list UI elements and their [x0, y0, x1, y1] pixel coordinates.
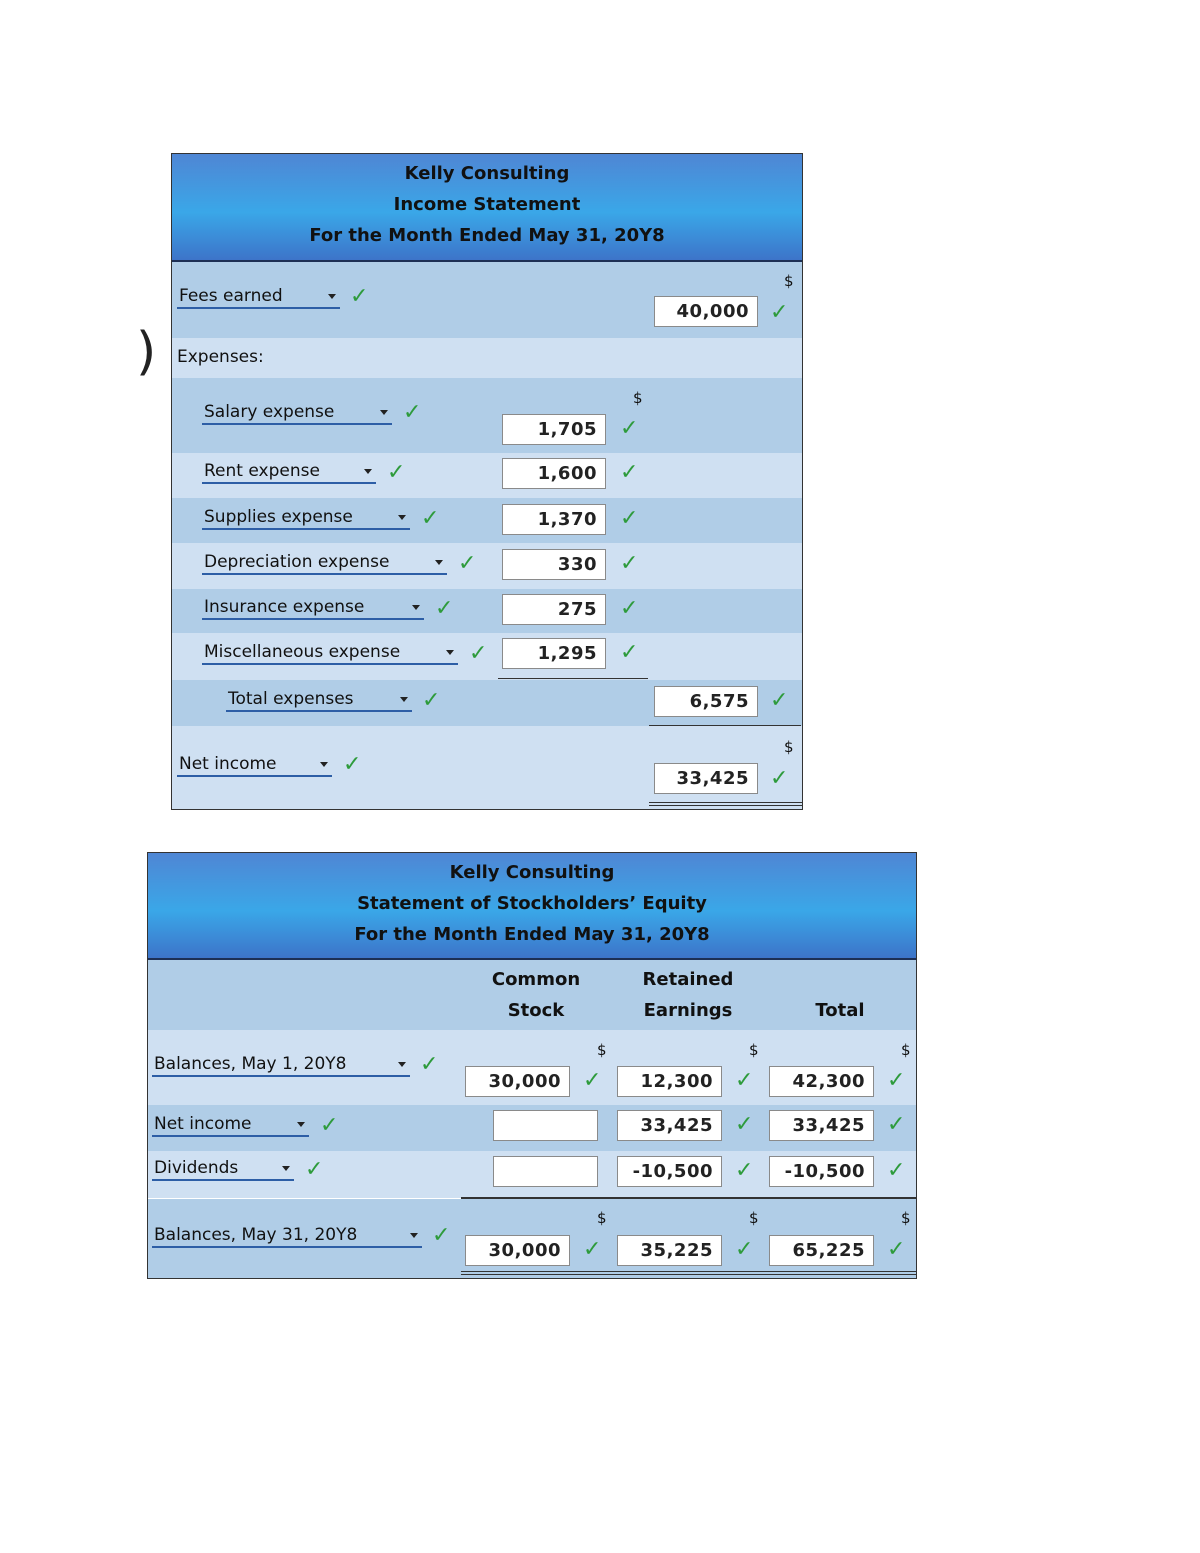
expense-row — [172, 498, 802, 543]
chevron-down-icon — [446, 650, 454, 655]
check-icon: ✓ — [432, 1223, 451, 1248]
expense-row — [172, 589, 802, 633]
check-icon: ✓ — [735, 1237, 754, 1262]
chevron-down-icon — [364, 469, 372, 474]
column-headings-row — [148, 960, 916, 1030]
expense-dropdown[interactable]: Rent expense — [202, 460, 376, 484]
equity-statement-header — [148, 853, 916, 961]
total-expenses-row — [172, 680, 802, 726]
check-icon: ✓ — [583, 1068, 602, 1093]
chevron-down-icon — [412, 605, 420, 610]
check-icon: ✓ — [620, 640, 639, 665]
net-income-input[interactable]: 33,425 — [654, 763, 758, 794]
balances-start-row — [148, 1030, 916, 1105]
total-input[interactable]: -10,500 — [769, 1156, 874, 1187]
check-icon: ✓ — [422, 688, 441, 713]
company-name: Kelly Consulting — [449, 862, 615, 883]
total-input[interactable]: 33,425 — [769, 1110, 874, 1141]
retained-earnings-input[interactable]: 35,225 — [617, 1235, 722, 1266]
retained-earnings-heading: Retained Earnings — [642, 969, 734, 1021]
check-icon: ✓ — [620, 506, 639, 531]
check-icon: ✓ — [735, 1068, 754, 1093]
expenses-heading-row — [172, 338, 802, 378]
total-expenses-dropdown[interactable]: Total expenses — [226, 688, 412, 712]
check-icon: ✓ — [770, 300, 789, 325]
subtotal-rule — [498, 678, 648, 679]
check-icon: ✓ — [458, 551, 477, 576]
check-icon: ✓ — [620, 460, 639, 485]
double-rule — [461, 1271, 916, 1275]
dollar-sign: $ — [749, 1209, 759, 1227]
chevron-down-icon — [435, 560, 443, 565]
statement-period: For the Month Ended May 31, 20Y8 — [309, 225, 665, 246]
expense-amount-input[interactable]: 1,295 — [502, 638, 606, 669]
check-icon: ✓ — [620, 416, 639, 441]
statement-title: Statement of Stockholders’ Equity — [357, 893, 707, 914]
dollar-sign: $ — [784, 738, 794, 756]
common-stock-heading: Common Stock — [491, 969, 581, 1021]
expense-amount-input[interactable]: 330 — [502, 549, 606, 580]
net-income-row — [148, 1105, 916, 1151]
fees-earned-dropdown[interactable]: Fees earned — [177, 285, 340, 309]
check-icon: ✓ — [887, 1112, 906, 1137]
check-icon: ✓ — [403, 400, 422, 425]
common-stock-input[interactable] — [493, 1156, 598, 1187]
chevron-down-icon — [282, 1166, 290, 1171]
expense-dropdown[interactable]: Salary expense — [202, 401, 392, 425]
fees-earned-input[interactable]: 40,000 — [654, 296, 758, 327]
expense-amount-input[interactable]: 1,705 — [502, 414, 606, 445]
net-income-dropdown[interactable]: Net income — [152, 1113, 309, 1137]
chevron-down-icon — [320, 762, 328, 767]
double-rule — [649, 802, 802, 806]
income-statement-panel — [171, 153, 803, 810]
check-icon: ✓ — [887, 1158, 906, 1183]
expense-row — [172, 633, 802, 680]
balances-end-dropdown[interactable]: Balances, May 31, 20Y8 — [152, 1224, 422, 1248]
net-income-row — [172, 726, 802, 809]
expense-dropdown[interactable]: Insurance expense — [202, 596, 424, 620]
dollar-sign: $ — [597, 1209, 607, 1227]
common-stock-input[interactable] — [493, 1110, 598, 1141]
common-stock-input[interactable]: 30,000 — [465, 1235, 570, 1266]
statement-period: For the Month Ended May 31, 20Y8 — [354, 924, 710, 945]
retained-earnings-input[interactable]: -10,500 — [617, 1156, 722, 1187]
check-icon: ✓ — [421, 506, 440, 531]
check-icon: ✓ — [887, 1068, 906, 1093]
check-icon: ✓ — [435, 596, 454, 621]
expense-row — [172, 378, 802, 453]
retained-earnings-input[interactable]: 33,425 — [617, 1110, 722, 1141]
check-icon: ✓ — [770, 688, 789, 713]
expense-amount-input[interactable]: 1,600 — [502, 458, 606, 489]
dollar-sign: $ — [901, 1041, 911, 1059]
balances-start-dropdown[interactable]: Balances, May 1, 20Y8 — [152, 1053, 410, 1077]
check-icon: ✓ — [887, 1237, 906, 1262]
dividends-row — [148, 1151, 916, 1198]
expense-amount-input[interactable]: 275 — [502, 594, 606, 625]
check-icon: ✓ — [350, 284, 369, 309]
check-icon: ✓ — [735, 1158, 754, 1183]
check-icon: ✓ — [387, 460, 406, 485]
partial-parenthesis: ) — [136, 322, 157, 382]
chevron-down-icon — [380, 410, 388, 415]
dollar-sign: $ — [597, 1041, 607, 1059]
dollar-sign: $ — [749, 1041, 759, 1059]
statement-title: Income Statement — [393, 194, 581, 215]
check-icon: ✓ — [735, 1112, 754, 1137]
dollar-sign: $ — [901, 1209, 911, 1227]
common-stock-input[interactable]: 30,000 — [465, 1066, 570, 1097]
chevron-down-icon — [398, 515, 406, 520]
chevron-down-icon — [400, 697, 408, 702]
fees-earned-row — [172, 262, 802, 338]
check-icon: ✓ — [343, 752, 362, 777]
expense-amount-input[interactable]: 1,370 — [502, 504, 606, 535]
check-icon: ✓ — [583, 1237, 602, 1262]
total-input[interactable]: 42,300 — [769, 1066, 874, 1097]
expense-dropdown[interactable]: Supplies expense — [202, 506, 410, 530]
expenses-label: Expenses: — [177, 347, 264, 367]
income-statement-header — [172, 154, 802, 263]
check-icon: ✓ — [620, 596, 639, 621]
expense-row — [172, 543, 802, 589]
retained-earnings-input[interactable]: 12,300 — [617, 1066, 722, 1097]
check-icon: ✓ — [469, 641, 488, 666]
dividends-dropdown[interactable]: Dividends — [152, 1157, 294, 1181]
check-icon: ✓ — [420, 1052, 439, 1077]
balances-end-row — [148, 1199, 916, 1278]
company-name: Kelly Consulting — [404, 163, 570, 184]
total-heading: Total — [815, 1000, 865, 1021]
check-icon: ✓ — [620, 551, 639, 576]
total-expenses-input[interactable]: 6,575 — [654, 686, 758, 717]
expense-dropdown[interactable]: Miscellaneous expense — [202, 641, 458, 665]
expense-row — [172, 453, 802, 498]
check-icon: ✓ — [305, 1157, 324, 1182]
chevron-down-icon — [297, 1122, 305, 1127]
check-icon: ✓ — [770, 766, 789, 791]
chevron-down-icon — [398, 1062, 406, 1067]
dollar-sign: $ — [633, 389, 643, 407]
chevron-down-icon — [328, 294, 336, 299]
total-input[interactable]: 65,225 — [769, 1235, 874, 1266]
dollar-sign: $ — [784, 272, 794, 290]
equity-statement-panel — [147, 852, 917, 1279]
net-income-dropdown[interactable]: Net income — [177, 753, 332, 777]
check-icon: ✓ — [320, 1113, 339, 1138]
chevron-down-icon — [410, 1233, 418, 1238]
expense-dropdown[interactable]: Depreciation expense — [202, 551, 447, 575]
